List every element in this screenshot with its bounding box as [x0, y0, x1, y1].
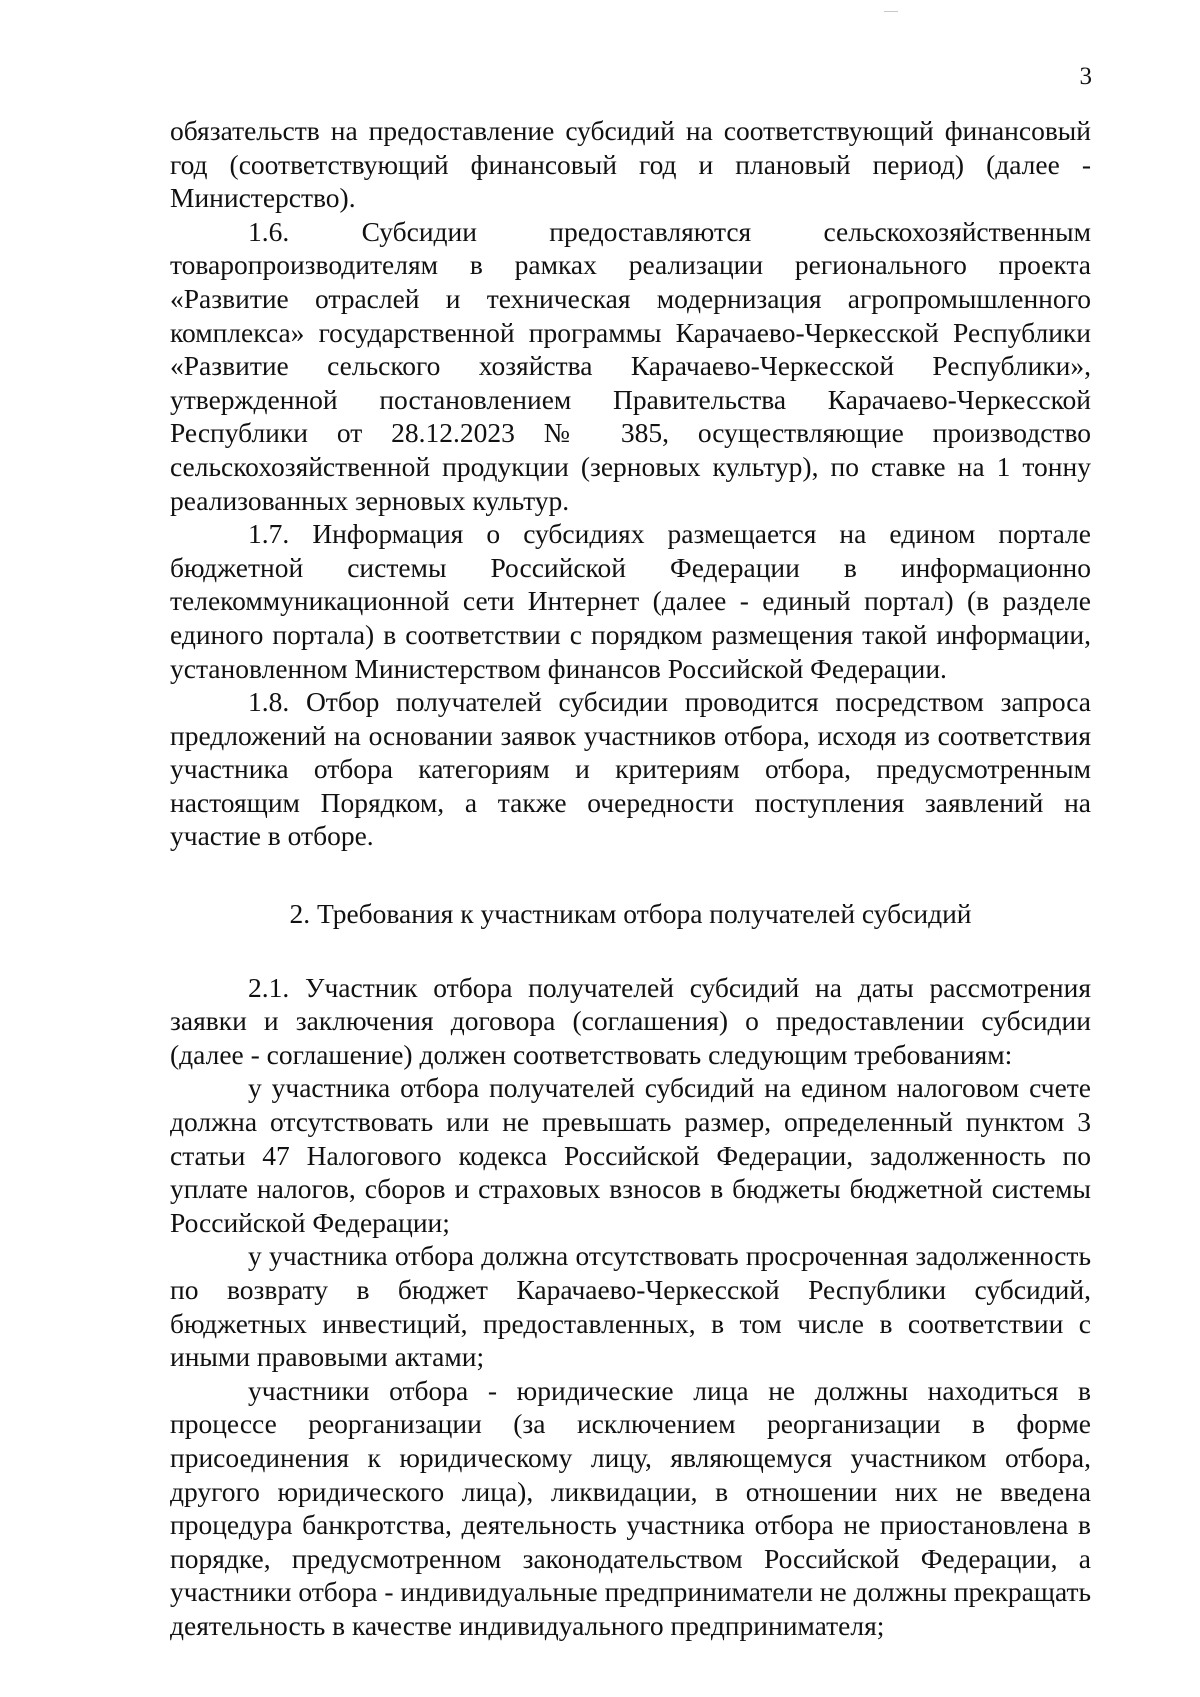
document-body — [170, 114, 1091, 1643]
paragraph-1-6: 1.6. Субсидии предоставляются сельскохозяйственным товаропроизводителям в рамках реализации регионального проекта «Развитие отраслей и техническая модернизация агропромышленного комплекса» государственной программы Карачаево-Черкесской Республики «Развитие сельского хозяйства Карачаево-Черкесской Республики», утвержденной постановлением Правительства Карачаево-Черкесской Республики от 28.12.2023 № 385, осуществляющие производство сельскохозяйственной продукции (зерновых культур), по ставке на 1 тонну реализованных зерновых культур. — [170, 215, 1091, 516]
section-2-heading: 2. Требования к участникам отбора получателей субсидий — [289, 898, 972, 930]
paragraph-continuation: обязательств на предоставление субсидий на соответствующий финансовый год (соответствующий финансовый год и плановый период) (далее - Министерство). — [170, 115, 1091, 214]
scan-artifact-mark — [884, 11, 898, 12]
paragraph-2-1: 2.1. Участник отбора получателей субсидий на даты рассмотрения заявки и заключения договора (соглашения) о предоставлении субсидии (далее - соглашение) должен соответствовать следующим требованиям: — [170, 971, 1091, 1070]
requirement-reorganization: участники отбора - юридические лица не должны находиться в процессе реорганизации (за исключением реорганизации в форме присоединения к юридическому лицу, являющемуся участником отбора, другого юридического лица), ликвидации, в отношении них не введена процедура банкротства, деятельность участника отбора не приостановлена в порядке, предусмотренном законодательством Российской Федерации, а участники отбора - индивидуальные предприниматели не должны прекращать деятельность в качестве индивидуального предпринимателя; — [170, 1374, 1091, 1641]
page-number: 3 — [1079, 63, 1092, 90]
paragraph-1-8: 1.8. Отбор получателей субсидии проводится посредством запроса предложений на основании заявок участников отбора, исходя из соответствия участника отбора категориям и критериям отбора, предусмотренным настоящим Порядком, а также очередности поступления заявлений на участие в отборе. — [170, 686, 1091, 852]
requirement-tax-debt: у участника отбора получателей субсидий на едином налоговом счете должна отсутствовать или не превышать размер, определенный пунктом 3 статьи 47 Налогового кодекса Российской Федерации, задолженность по уплате налогов, сборов и страховых взносов в бюджеты бюджетной системы Российской Федерации; — [170, 1072, 1091, 1238]
requirement-overdue-debt: у участника отбора должна отсутствовать просроченная задолженность по возврату в бюджет Карачаево-Черкесской Республики субсидий, бюджетных инвестиций, предоставленных, в том числе в соответствии с иными правовыми актами; — [170, 1240, 1091, 1373]
paragraph-1-7: 1.7. Информация о субсидиях размещается на едином портале бюджетной системы Российской Федерации в информационно телекоммуникационной сети Интернет (далее - единый портал) (в разделе единого портала) в соответствии с порядком размещения такой информации, установленном Министерством финансов Российской Федерации. — [170, 518, 1091, 684]
